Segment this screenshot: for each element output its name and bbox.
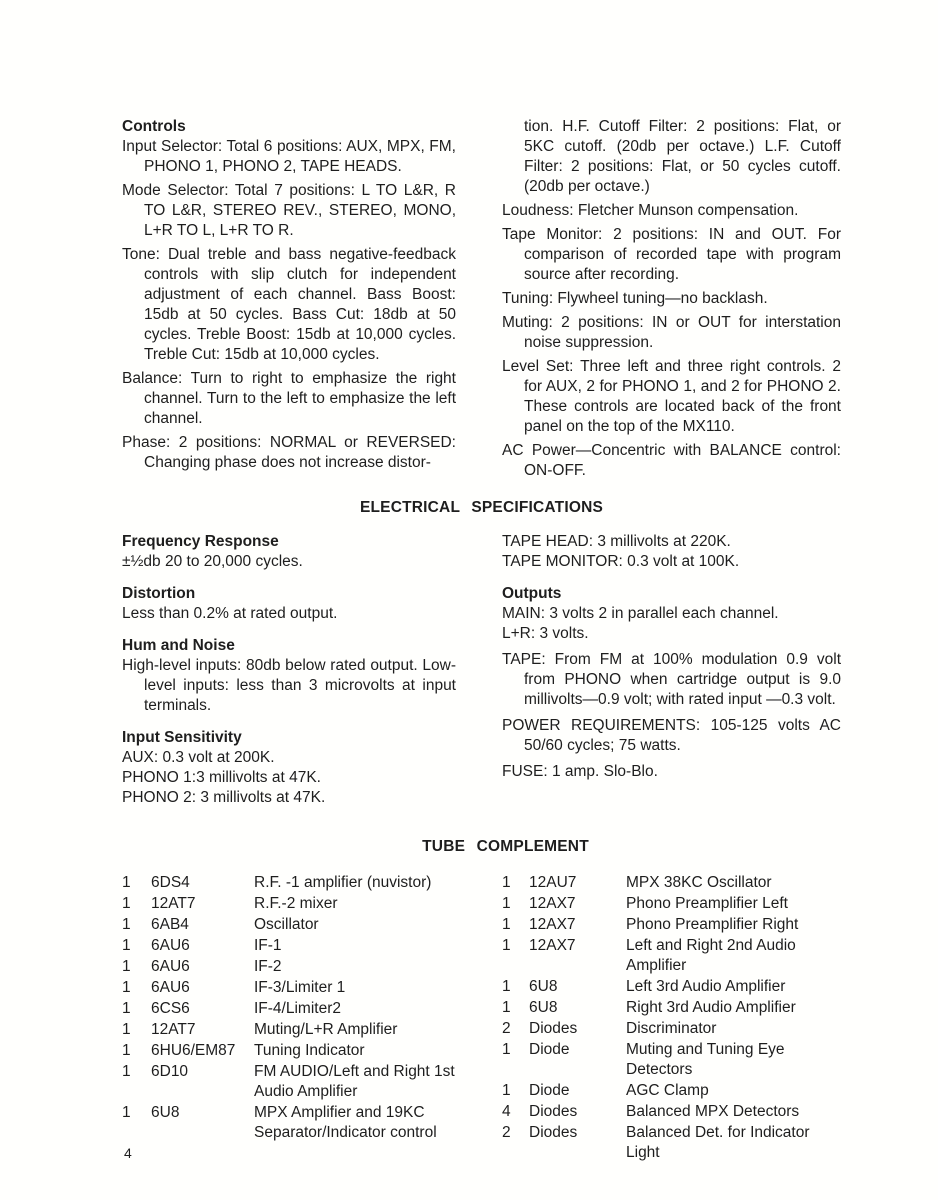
tube-type: 6U8 [151,1104,180,1121]
controls-distortion-continuation: tion. H.F. Cutoff Filter: 2 positions: Flat, or 5KC cutoff. (20db per octave.) L.F. Cutoff Filter: 2 positions: Flat, or 50 cycles cutoff. (20db per octave.) [524,118,841,195]
tube-row [502,998,841,1018]
tube-qty: 1 [122,916,131,933]
input-sensitivity-title: Input Sensitivity [122,729,242,746]
tube-role: IF-3/Limiter 1 [254,979,346,996]
tube-type: 6U8 [529,978,558,995]
controls-heading: Controls [122,118,186,135]
tube-role: Discriminator [626,1020,717,1037]
tube-type: 6AU6 [151,979,190,996]
electrical-left-column [122,532,456,820]
tube-role: MPX Amplifier and 19KC Separator/Indicator control [254,1104,437,1141]
tube-role: Oscillator [254,916,319,933]
tube-qty: 1 [122,895,131,912]
tube-qty: 1 [502,937,511,954]
tube-qty: 1 [502,1082,511,1099]
controls-ac-power: AC Power—Concentric with BALANCE control: ON-OFF. [502,442,841,479]
tube-type: 6U8 [529,999,558,1016]
controls-level-set: Level Set: Three left and three right controls. 2 for AUX, 2 for PHONO 1, and 2 for PHONO 2. These controls are located back of the front panel on the top of the MX110. [502,358,841,435]
tube-type: 12AX7 [529,937,576,954]
controls-right-column [502,117,841,485]
tube-role: R.F.-2 mixer [254,895,338,912]
tube-row [122,1020,456,1040]
tube-qty: 2 [502,1020,511,1037]
tube-role: Tuning Indicator [254,1042,365,1059]
tube-row [502,1123,841,1163]
tube-row [122,915,456,935]
tube-type: 12AX7 [529,895,576,912]
electrical-section [122,532,841,820]
tube-row [502,936,841,976]
tube-role: Balanced Det. for Indicator Light [626,1124,810,1161]
tube-qty: 1 [122,1000,131,1017]
input-sensitivity-phono1: PHONO 1:3 millivolts at 47K. [122,769,321,786]
tube-type: Diode [529,1041,570,1058]
tube-qty: 1 [502,874,511,891]
tube-role: Muting/L+R Amplifier [254,1021,398,1038]
tube-role: Left and Right 2nd Audio Amplifier [626,937,796,974]
tube-row [122,894,456,914]
controls-balance: Balance: Turn to right to emphasize the right channel. Turn to the left to emphasize the left channel. [122,370,456,427]
distortion-value: Less than 0.2% at rated output. [122,605,338,622]
tube-role: IF-4/Limiter2 [254,1000,341,1017]
tube-role: R.F. -1 amplifier (nuvistor) [254,874,432,891]
controls-mode-selector: Mode Selector: Total 7 positions: L TO L&R, R TO L&R, STEREO REV., STEREO, MONO, L+R TO L, L+R TO R. [122,182,456,239]
tube-qty: 1 [502,1041,511,1058]
tube-role: Phono Preamplifier Left [626,895,788,912]
tube-qty: 1 [122,958,131,975]
tape-monitor-sensitivity: TAPE MONITOR: 0.3 volt at 100K. [502,553,740,570]
power-requirements: POWER REQUIREMENTS: 105-125 volts AC 50/60 cycles; 75 watts. [502,717,841,754]
tube-complement-heading: TUBE COMPLEMENT [422,838,589,855]
tube-type: 6AU6 [151,958,190,975]
tube-row [502,1040,841,1080]
tube-qty: 4 [502,1103,511,1120]
outputs-lr: L+R: 3 volts. [502,625,589,642]
tube-role: MPX 38KC Oscillator [626,874,772,891]
outputs-title: Outputs [502,585,562,602]
tube-role: Balanced MPX Detectors [626,1103,800,1120]
tube-row [502,894,841,914]
tube-qty: 1 [502,999,511,1016]
controls-phase: Phase: 2 positions: NORMAL or REVERSED: Changing phase does not increase distor- [122,434,456,471]
frequency-response-title: Frequency Response [122,533,279,550]
tube-role: FM AUDIO/Left and Right 1st Audio Amplifier [254,1063,455,1100]
controls-input-selector: Input Selector: Total 6 positions: AUX, MPX, FM, PHONO 1, PHONO 2, TAPE HEADS. [122,138,456,175]
tube-type: 6AB4 [151,916,189,933]
tube-role: Right 3rd Audio Amplifier [626,999,796,1016]
tube-qty: 1 [122,1104,131,1121]
hum-noise-value: High-level inputs: 80db below rated output. Low-level inputs: less than 3 microvolts at input terminals. [122,657,456,714]
electrical-specifications-heading: ELECTRICAL SPECIFICATIONS [359,499,604,516]
tube-type: Diode [529,1082,570,1099]
controls-tuning: Tuning: Flywheel tuning—no backlash. [502,290,768,307]
distortion-block [122,584,456,624]
controls-muting: Muting: 2 positions: IN or OUT for interstation noise suppression. [502,314,841,351]
distortion-title: Distortion [122,585,196,602]
tube-qty: 1 [122,1021,131,1038]
tube-type: 6HU6/EM87 [151,1042,236,1059]
tube-type: 6D10 [151,1063,189,1080]
tube-type: 6DS4 [151,874,190,891]
fuse-spec: FUSE: 1 amp. Slo-Blo. [502,763,658,780]
tube-row [122,957,456,977]
tube-qty: 1 [122,979,131,996]
hum-noise-block [122,636,456,716]
controls-tone: Tone: Dual treble and bass negative-feedback controls with slip clutch for independent adjustment of each channel. Bass Boost: 15db at 50 cycles. Bass Cut: 18db at 50 cycles. Treble Boost: 15db at 10,000 cycles. Treble Cut: 15db at 10,000 cycles. [122,246,456,363]
tube-row [122,999,456,1019]
tube-role: IF-2 [254,958,282,975]
tube-type: 6AU6 [151,937,190,954]
tube-row [502,873,841,893]
controls-tape-monitor: Tape Monitor: 2 positions: IN and OUT. For comparison of recorded tape with program source after recording. [502,226,841,283]
tube-row [122,1062,456,1102]
tube-type: Diodes [529,1020,578,1037]
tube-type: 12AX7 [529,916,576,933]
tube-qty: 1 [502,916,511,933]
controls-left-column [122,117,456,485]
tube-role: Muting and Tuning Eye Detectors [626,1041,785,1078]
tube-row [122,873,456,893]
tube-table-right [502,873,841,1164]
tube-table-left [122,873,456,1164]
tape-head-sensitivity: TAPE HEAD: 3 millivolts at 220K. [502,533,731,550]
tube-type: 12AT7 [151,1021,196,1038]
tube-qty: 1 [122,874,131,891]
page-content [122,117,841,1164]
tube-qty: 1 [502,978,511,995]
tube-row [502,1081,841,1101]
tube-role: Phono Preamplifier Right [626,916,799,933]
tube-row [122,1103,456,1143]
frequency-response-value: ±½db 20 to 20,000 cycles. [122,553,303,570]
input-sensitivity-phono2: PHONO 2: 3 millivolts at 47K. [122,789,326,806]
tube-type: 6CS6 [151,1000,190,1017]
tube-row [122,936,456,956]
tube-type: 12AU7 [529,874,577,891]
input-sensitivity-aux: AUX: 0.3 volt at 200K. [122,749,275,766]
tube-row [502,1102,841,1122]
tube-row [502,915,841,935]
controls-section [122,117,841,485]
outputs-main: MAIN: 3 volts 2 in parallel each channel. [502,605,779,622]
tube-role: IF-1 [254,937,282,954]
tube-type: Diodes [529,1124,578,1141]
tube-qty: 1 [122,937,131,954]
tube-role: AGC Clamp [626,1082,709,1099]
tube-type: Diodes [529,1103,578,1120]
tube-row [502,1019,841,1039]
tube-complement-section [122,873,841,1164]
frequency-response-block [122,532,456,572]
tube-qty: 1 [122,1063,131,1080]
tube-row [122,978,456,998]
outputs-tape: TAPE: From FM at 100% modulation 0.9 volt from PHONO when cartridge output is 9.0 millivolts—0.9 volt; with rated input —0.3 volt. [502,651,841,708]
tube-role: Left 3rd Audio Amplifier [626,978,786,995]
page-number: 4 [124,1145,132,1161]
tube-qty: 1 [502,895,511,912]
tube-row [502,977,841,997]
electrical-right-column [502,532,841,820]
tube-row [122,1041,456,1061]
tube-qty: 2 [502,1124,511,1141]
input-sensitivity-block [122,728,456,808]
hum-noise-title: Hum and Noise [122,637,235,654]
tube-qty: 1 [122,1042,131,1059]
controls-loudness: Loudness: Fletcher Munson compensation. [502,202,799,219]
tube-type: 12AT7 [151,895,196,912]
